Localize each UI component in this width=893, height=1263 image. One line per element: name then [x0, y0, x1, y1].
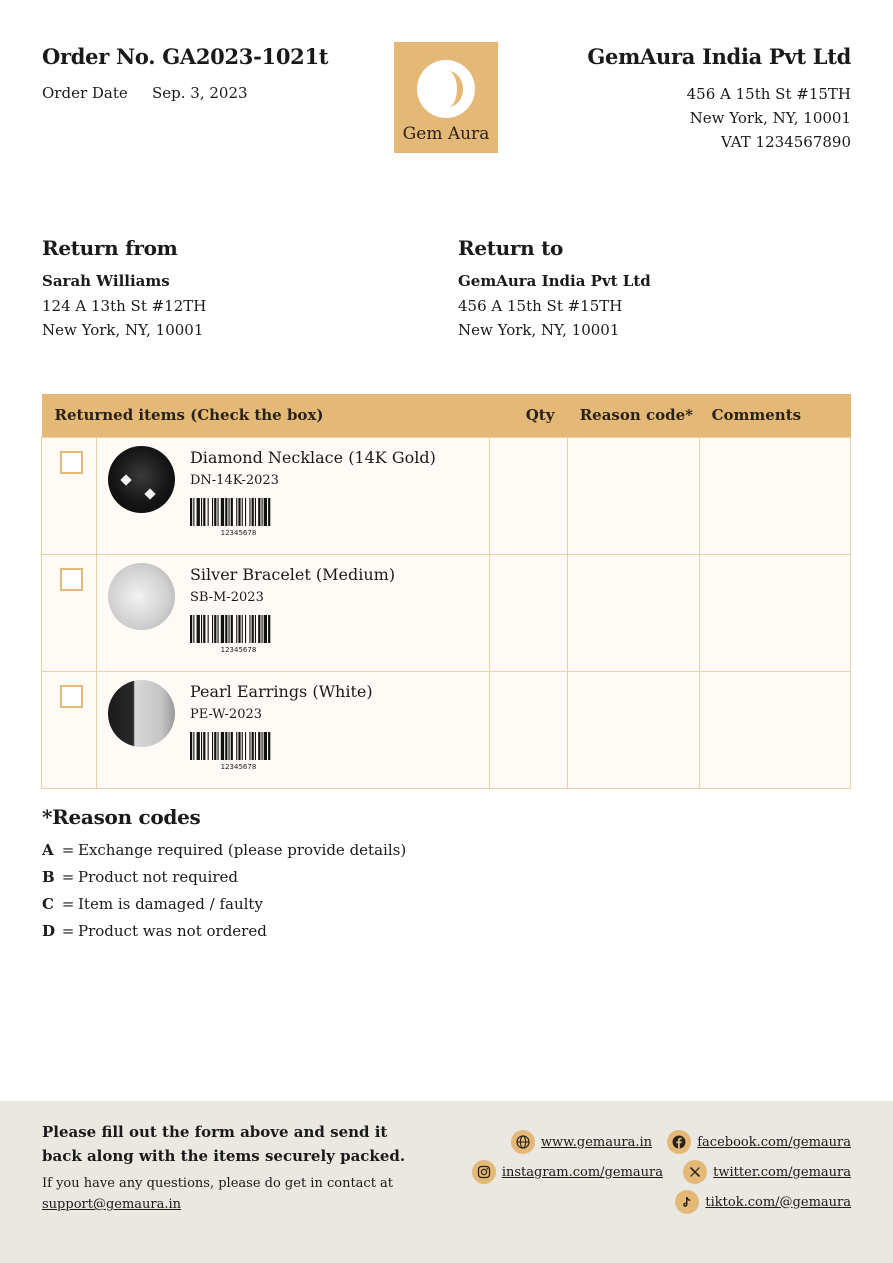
- company-address-line2: New York, NY, 10001: [689, 109, 851, 127]
- twitter-link-group: [683, 1160, 851, 1184]
- reason-code-text: Product not required: [78, 868, 238, 886]
- order-date: [42, 84, 248, 102]
- footer: [0, 1101, 893, 1263]
- item-name: Pearl Earrings (White): [189, 681, 373, 701]
- x-twitter-icon: [683, 1160, 707, 1184]
- table-header-row: [42, 394, 851, 437]
- logo-text: Gem Aura: [402, 124, 490, 144]
- tiktok-link-group: [675, 1190, 851, 1214]
- reason-code-letter: A: [42, 841, 54, 859]
- order-date-label: Order Date: [42, 84, 128, 102]
- reason-code-cell[interactable]: [568, 437, 700, 554]
- return-from-block: [42, 236, 206, 342]
- item-cell: [96, 671, 489, 788]
- return-from-heading: Return from: [42, 236, 178, 260]
- item-sku: DN-14K-2023: [189, 472, 279, 488]
- support-email-link[interactable]: support@gemaura.in: [42, 1197, 182, 1212]
- reason-codes-section: [42, 805, 406, 945]
- item-name: Silver Bracelet (Medium): [189, 564, 396, 584]
- equals-sign: =: [61, 868, 75, 886]
- equals-sign: =: [61, 841, 75, 859]
- company-vat: VAT 1234567890: [720, 133, 851, 151]
- return-item-checkbox[interactable]: [60, 685, 83, 708]
- barcode-number: 12345678: [220, 528, 257, 537]
- barcode-number: 12345678: [220, 762, 257, 771]
- item-sku: PE-W-2023: [189, 706, 263, 722]
- table-row: [42, 437, 851, 554]
- globe-icon: [511, 1130, 535, 1154]
- instagram-link[interactable]: instagram.com/gemaura: [501, 1164, 663, 1180]
- return-from-line2: New York, NY, 10001: [42, 321, 204, 339]
- reason-code-text: Exchange required (please provide details): [78, 841, 407, 859]
- reason-code-row: [42, 918, 406, 945]
- tiktok-link[interactable]: tiktok.com/@gemaura: [705, 1194, 851, 1210]
- return-to-heading: Return to: [458, 236, 564, 260]
- equals-sign: =: [61, 895, 75, 913]
- company-name: GemAura India Pvt Ltd: [587, 44, 851, 69]
- tiktok-icon: [675, 1190, 699, 1214]
- returned-items-table: [41, 394, 851, 789]
- reason-code-letter: B: [42, 868, 55, 886]
- footer-contact: [42, 1173, 393, 1215]
- qty-cell[interactable]: [490, 554, 568, 671]
- return-item-checkbox[interactable]: [60, 451, 83, 474]
- return-to-line2: New York, NY, 10001: [458, 321, 620, 339]
- reason-code-row: [42, 837, 406, 864]
- earring-photo: [108, 680, 175, 747]
- company-address: [687, 82, 851, 154]
- reason-codes-heading: *Reason codes: [42, 805, 201, 829]
- crescent-moon-icon: [417, 60, 475, 118]
- qty-cell[interactable]: [490, 671, 568, 788]
- item-sku: SB-M-2023: [189, 589, 264, 605]
- table-row: [42, 671, 851, 788]
- item-cell: [96, 437, 489, 554]
- barcode: [190, 498, 287, 526]
- facebook-link[interactable]: facebook.com/gemaura: [697, 1134, 851, 1150]
- checkbox-cell: [42, 554, 97, 671]
- instagram-icon: [472, 1160, 496, 1184]
- equals-sign: =: [61, 922, 75, 940]
- footer-instructions: Please fill out the form above and send it back along with the items securely packed.: [42, 1123, 406, 1165]
- reason-code-text: Item is damaged / faulty: [78, 895, 263, 913]
- instagram-link-group: [472, 1160, 663, 1184]
- return-to-name: GemAura India Pvt Ltd: [458, 272, 651, 290]
- facebook-icon: [667, 1130, 691, 1154]
- checkbox-cell: [42, 671, 97, 788]
- reason-code-row: [42, 864, 406, 891]
- return-to-block: [458, 236, 651, 342]
- return-from-name: Sarah Williams: [42, 272, 170, 290]
- barcode: [190, 732, 287, 760]
- return-to-line1: 456 A 15th St #15TH: [458, 297, 623, 315]
- return-item-checkbox[interactable]: [60, 568, 83, 591]
- reason-code-cell[interactable]: [568, 671, 700, 788]
- barcode: [190, 615, 287, 643]
- comments-cell[interactable]: [700, 671, 851, 788]
- table-row: [42, 554, 851, 671]
- necklace-photo: [108, 446, 175, 513]
- footer-contact-text: If you have any questions, please do get in contact at: [42, 1176, 394, 1191]
- order-number: Order No. GA2023-1021t: [42, 44, 329, 69]
- reason-code-cell[interactable]: [568, 554, 700, 671]
- return-from-line1: 124 A 13th St #12TH: [42, 297, 207, 315]
- barcode-number: 12345678: [220, 645, 257, 654]
- header-reason-code: Reason code*: [568, 394, 700, 437]
- item-name: Diamond Necklace (14K Gold): [189, 447, 436, 467]
- twitter-link[interactable]: twitter.com/gemaura: [713, 1164, 851, 1180]
- item-cell: [96, 554, 489, 671]
- comments-cell[interactable]: [700, 554, 851, 671]
- company-logo: [394, 42, 498, 153]
- reason-code-letter: D: [42, 922, 56, 940]
- website-link-group: [511, 1130, 652, 1154]
- bracelet-photo: [108, 563, 175, 630]
- company-address-line1: 456 A 15th St #15TH: [686, 85, 851, 103]
- website-link[interactable]: www.gemaura.in: [540, 1134, 652, 1150]
- reason-code-text: Product was not ordered: [78, 922, 267, 940]
- header-qty: Qty: [490, 394, 568, 437]
- header-comments: Comments: [700, 394, 851, 437]
- order-date-value: Sep. 3, 2023: [152, 84, 248, 102]
- header-items: Returned items (Check the box): [42, 394, 490, 437]
- checkbox-cell: [42, 437, 97, 554]
- comments-cell[interactable]: [700, 437, 851, 554]
- qty-cell[interactable]: [490, 437, 568, 554]
- facebook-link-group: [667, 1130, 851, 1154]
- reason-code-letter: C: [42, 895, 54, 913]
- reason-code-row: [42, 891, 406, 918]
